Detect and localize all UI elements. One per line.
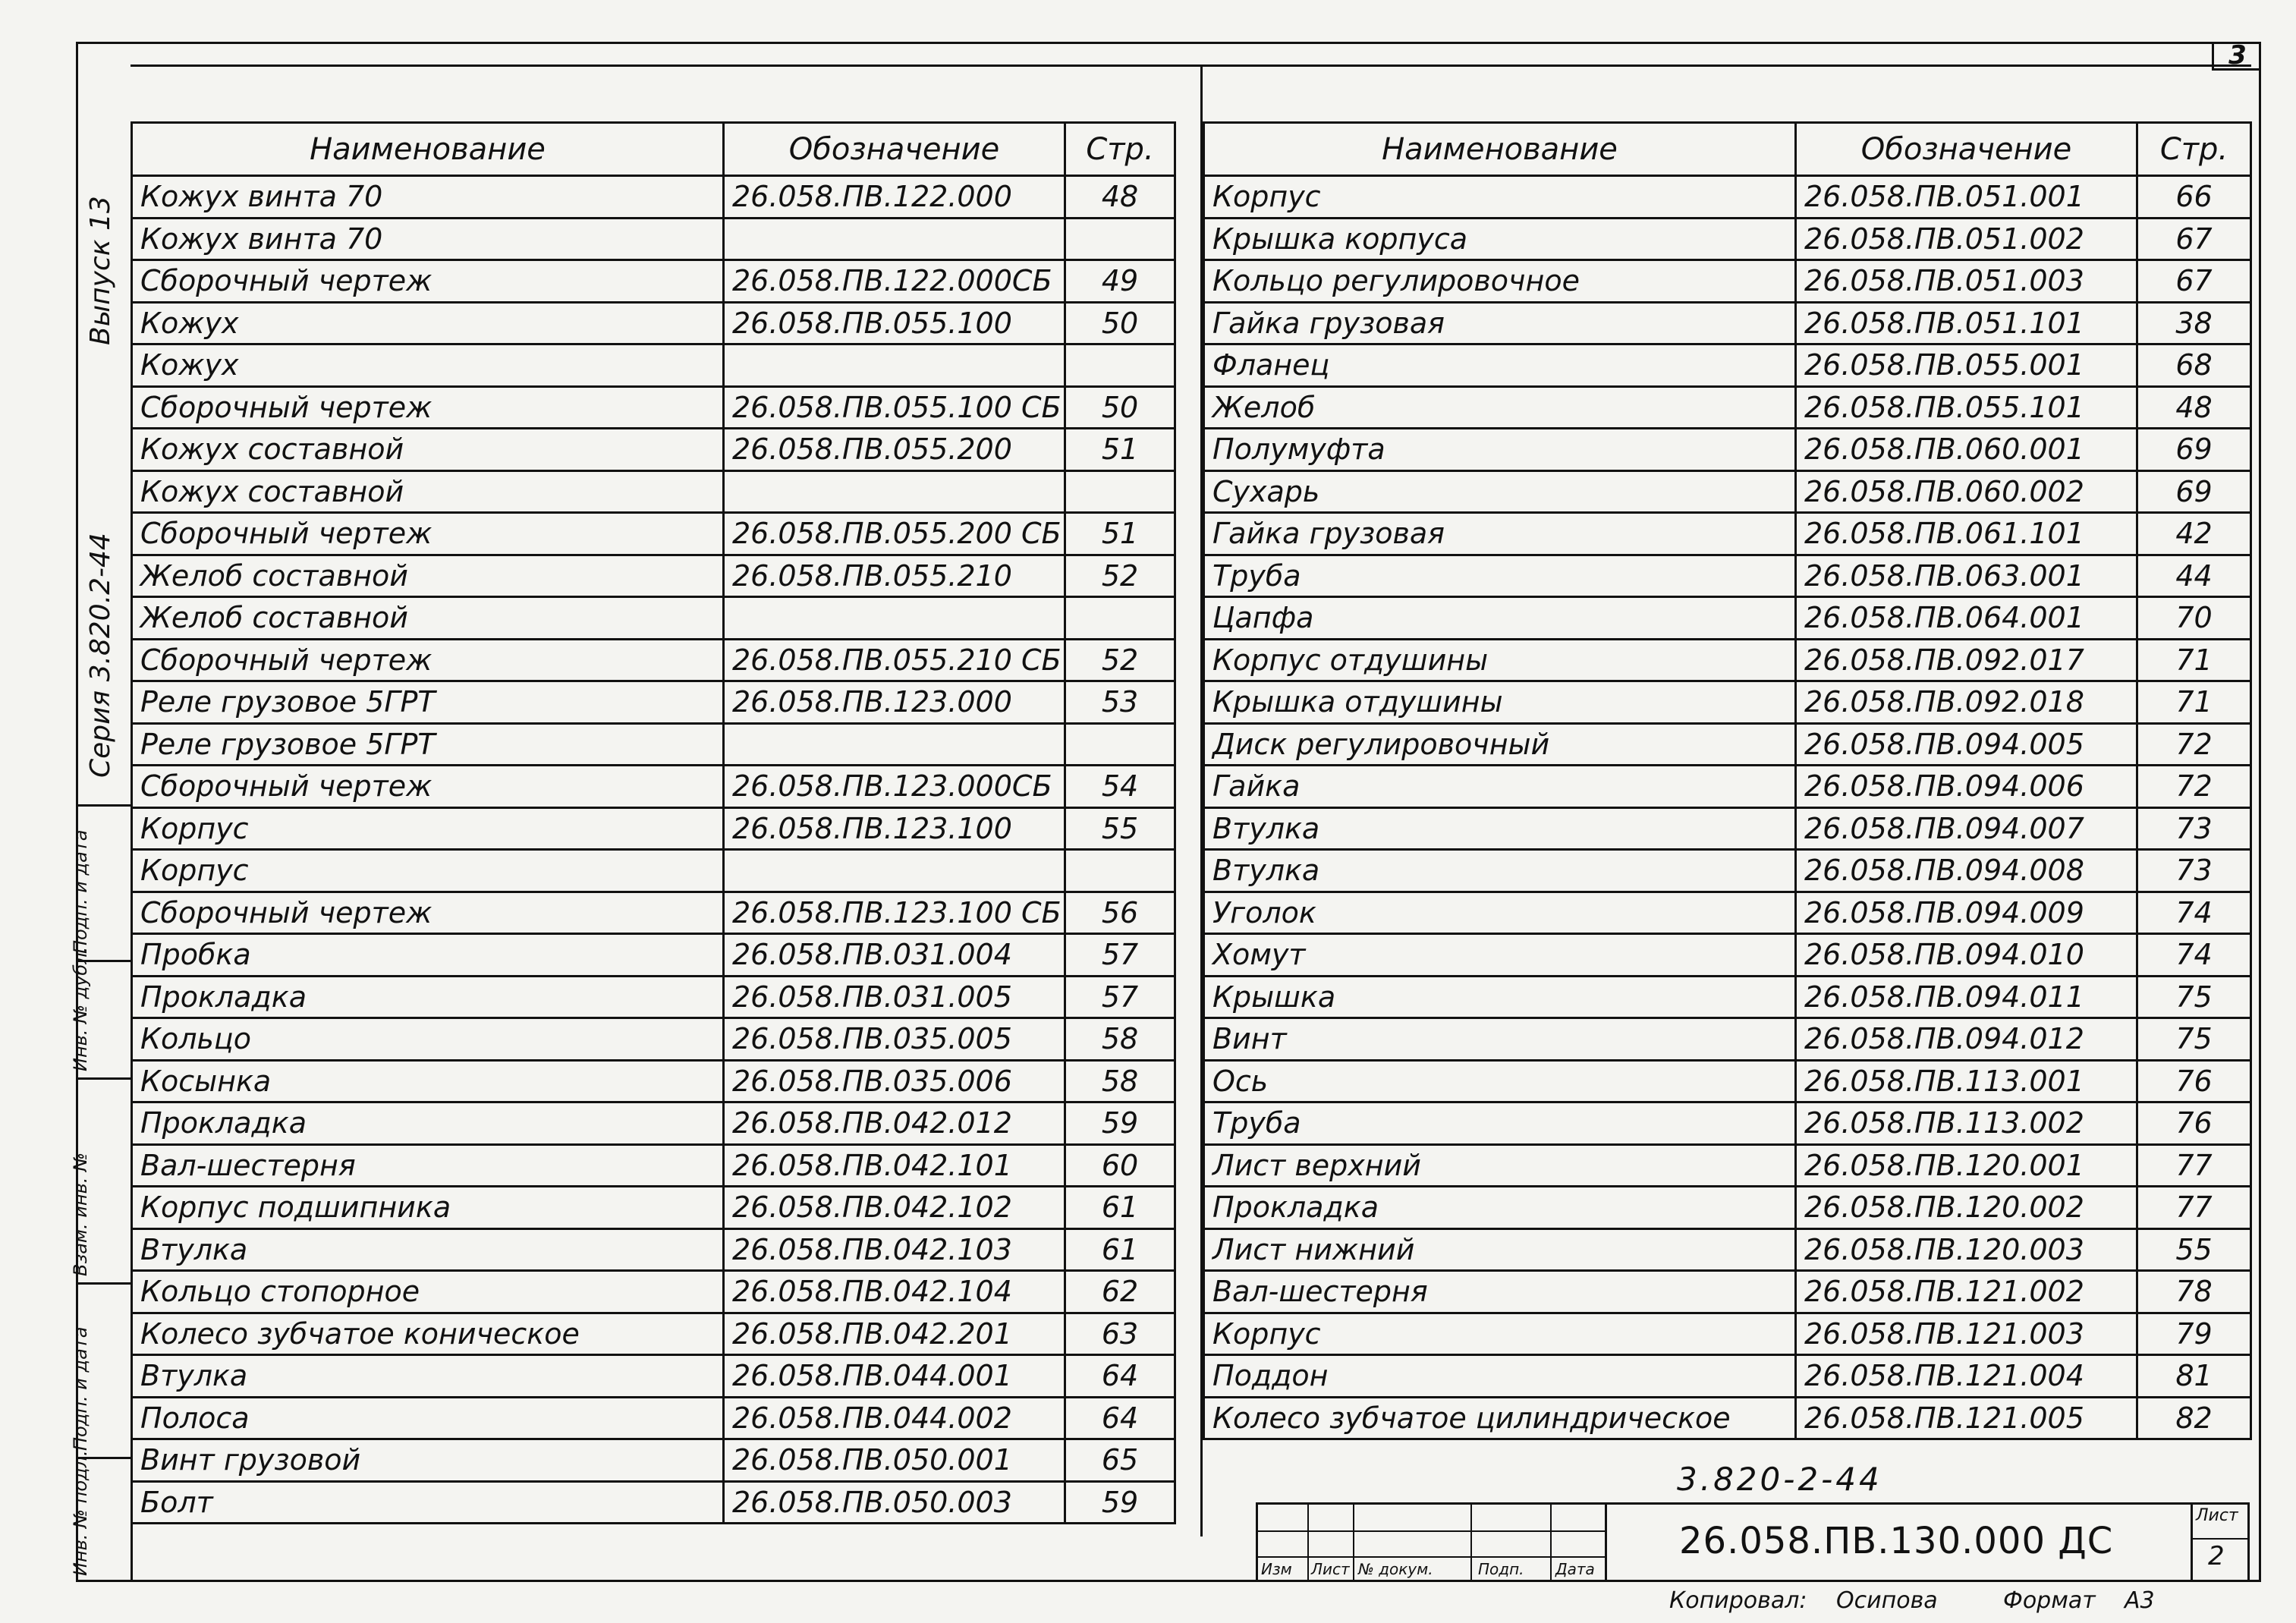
cell-page: 64	[1065, 1397, 1175, 1439]
cell-page: 53	[1065, 681, 1175, 724]
cell-name: Крышка	[1204, 976, 1796, 1018]
cell-designation: 26.058.ПВ.123.100	[724, 807, 1065, 850]
header-page: Стр.	[1065, 123, 1175, 176]
cell-page: 77	[2137, 1144, 2251, 1187]
cell-name: Кожух винта 70	[132, 176, 724, 219]
cell-page: 58	[1065, 1018, 1175, 1061]
table-row	[1204, 470, 2251, 513]
cell-name: Корпус	[1204, 1313, 1796, 1355]
cell-designation: 26.058.ПВ.035.005	[724, 1018, 1065, 1061]
cell-name: Сборочный чертеж	[132, 766, 724, 808]
table-row	[1204, 218, 2251, 260]
left-spec-table	[131, 121, 1176, 1524]
cell-name: Кольцо регулировочное	[1204, 260, 1796, 303]
cell-page: 57	[1065, 934, 1175, 977]
cell-page: 55	[2137, 1228, 2251, 1271]
series-label: Серия 3.820.2-44	[85, 533, 116, 778]
cell-name: Кожух	[132, 302, 724, 344]
right-table-body	[1204, 176, 2251, 1439]
table-row	[1204, 1271, 2251, 1313]
table-row	[1204, 386, 2251, 429]
cell-page: 51	[1065, 513, 1175, 555]
cell-page	[1065, 723, 1175, 766]
cell-designation: 26.058.ПВ.123.000СБ	[724, 766, 1065, 808]
cell-page: 74	[2137, 892, 2251, 934]
cell-designation: 26.058.ПВ.094.011	[1796, 976, 2137, 1018]
table-row	[1204, 681, 2251, 724]
cell-name: Корпус	[132, 850, 724, 892]
cell-name: Реле грузовое 5ГРТ	[132, 681, 724, 724]
cell-designation: 26.058.ПВ.044.002	[724, 1397, 1065, 1439]
format-value: А3	[2125, 1587, 2155, 1614]
left-table-body	[132, 176, 1175, 1524]
cell-name: Пробка	[132, 934, 724, 977]
cell-name: Желоб составной	[132, 597, 724, 640]
cell-name: Труба	[1204, 1102, 1796, 1145]
cell-page: 62	[1065, 1271, 1175, 1313]
cell-name: Корпус	[1204, 176, 1796, 219]
rev-header: Изм	[1261, 1560, 1292, 1578]
sheet-box	[2191, 1505, 2247, 1580]
cell-page: 73	[2137, 850, 2251, 892]
cell-designation	[724, 723, 1065, 766]
table-row	[132, 1313, 1175, 1355]
cell-name: Винт	[1204, 1018, 1796, 1061]
table-row	[1204, 1228, 2251, 1271]
cell-name: Болт	[132, 1481, 724, 1524]
cell-designation: 26.058.ПВ.092.017	[1796, 639, 2137, 681]
cell-designation: 26.058.ПВ.094.009	[1796, 892, 2137, 934]
cell-page: 73	[2137, 807, 2251, 850]
rev-header: Подп.	[1478, 1560, 1524, 1578]
table-row	[1204, 850, 2251, 892]
table-row	[1204, 1187, 2251, 1229]
cell-name: Крышка отдушины	[1204, 681, 1796, 724]
header-page: Стр.	[2137, 123, 2251, 176]
table-row	[132, 1481, 1175, 1524]
cell-page: 48	[1065, 176, 1175, 219]
table-row	[1204, 555, 2251, 597]
stamp-cell: Инв. № подл.	[70, 1450, 91, 1576]
cell-page	[1065, 218, 1175, 260]
cell-designation: 26.058.ПВ.122.000	[724, 176, 1065, 219]
rev-header: № докум.	[1358, 1560, 1433, 1578]
cell-name: Сборочный чертеж	[132, 892, 724, 934]
cell-designation: 26.058.ПВ.055.001	[1796, 344, 2137, 387]
cell-designation: 26.058.ПВ.064.001	[1796, 597, 2137, 640]
stamp-cell: Взам. инв. №	[76, 1080, 131, 1285]
cell-page: 66	[2137, 176, 2251, 219]
cell-designation: 26.058.ПВ.050.003	[724, 1481, 1065, 1524]
cell-page: 81	[2137, 1355, 2251, 1398]
table-row	[132, 892, 1175, 934]
cell-designation	[724, 218, 1065, 260]
cell-name: Сборочный чертеж	[132, 260, 724, 303]
cell-name: Прокладка	[132, 1102, 724, 1145]
cell-page: 71	[2137, 681, 2251, 724]
cell-page: 59	[1065, 1102, 1175, 1145]
cell-name: Кожух	[132, 344, 724, 387]
cell-name: Лист нижний	[1204, 1228, 1796, 1271]
cell-designation: 26.058.ПВ.120.002	[1796, 1187, 2137, 1229]
cell-name: Диск регулировочный	[1204, 723, 1796, 766]
cell-designation: 26.058.ПВ.051.003	[1796, 260, 2137, 303]
table-row	[1204, 807, 2251, 850]
title-block	[1256, 1502, 2250, 1582]
cell-name: Сухарь	[1204, 470, 1796, 513]
cell-page: 49	[1065, 260, 1175, 303]
table-row	[132, 1102, 1175, 1145]
cell-designation: 26.058.ПВ.094.008	[1796, 850, 2137, 892]
stamp-cell: Инв. № дубл.	[76, 962, 131, 1080]
table-row	[132, 470, 1175, 513]
cell-designation: 26.058.ПВ.055.100 СБ	[724, 386, 1065, 429]
cell-name: Винт грузовой	[132, 1439, 724, 1482]
table-row	[132, 766, 1175, 808]
cell-designation: 26.058.ПВ.120.003	[1796, 1228, 2137, 1271]
table-row	[132, 1355, 1175, 1398]
cell-page: 61	[1065, 1228, 1175, 1271]
table-row	[132, 1060, 1175, 1102]
cell-page: 44	[2137, 555, 2251, 597]
revision-headers	[1258, 1554, 1607, 1580]
cell-name: Сборочный чертеж	[132, 639, 724, 681]
cell-page: 50	[1065, 302, 1175, 344]
table-row	[132, 176, 1175, 219]
cell-designation: 26.058.ПВ.061.101	[1796, 513, 2137, 555]
cell-page	[1065, 470, 1175, 513]
header-name: Наименование	[1204, 123, 1796, 176]
cell-name: Втулка	[132, 1355, 724, 1398]
cell-designation: 26.058.ПВ.055.210	[724, 555, 1065, 597]
cell-name: Уголок	[1204, 892, 1796, 934]
right-spec-table	[1203, 121, 2252, 1440]
table-header-row	[132, 123, 1175, 176]
header-designation: Обозначение	[724, 123, 1065, 176]
cell-page: 69	[2137, 429, 2251, 471]
header-name: Наименование	[132, 123, 724, 176]
table-row	[1204, 1355, 2251, 1398]
table-row	[1204, 1144, 2251, 1187]
cell-page: 68	[2137, 344, 2251, 387]
cell-name: Реле грузовое 5ГРТ	[132, 723, 724, 766]
cell-designation: 26.058.ПВ.042.201	[724, 1313, 1065, 1355]
table-row	[132, 850, 1175, 892]
cell-name: Хомут	[1204, 934, 1796, 977]
cell-designation	[724, 470, 1065, 513]
cell-page: 64	[1065, 1355, 1175, 1398]
cell-name: Полоса	[132, 1397, 724, 1439]
cell-page: 70	[2137, 597, 2251, 640]
cell-page: 51	[1065, 429, 1175, 471]
cell-name: Сборочный чертеж	[132, 386, 724, 429]
cell-designation: 26.058.ПВ.060.002	[1796, 470, 2137, 513]
cell-name: Вал-шестерня	[132, 1144, 724, 1187]
table-row	[132, 1187, 1175, 1229]
cell-page: 52	[1065, 555, 1175, 597]
table-row	[1204, 176, 2251, 219]
cell-designation: 26.058.ПВ.123.000	[724, 681, 1065, 724]
series-code: 3.820-2-44	[1677, 1461, 1882, 1498]
cell-page	[1065, 850, 1175, 892]
cell-name: Втулка	[1204, 850, 1796, 892]
table-row	[1204, 1060, 2251, 1102]
rev-header: Лист	[1311, 1560, 1350, 1578]
cell-designation: 26.058.ПВ.042.102	[724, 1187, 1065, 1229]
table-row	[1204, 934, 2251, 977]
cell-name: Корпус подшипника	[132, 1187, 724, 1229]
cell-name: Прокладка	[1204, 1187, 1796, 1229]
cell-designation	[724, 344, 1065, 387]
table-row	[1204, 429, 2251, 471]
cell-name: Фланец	[1204, 344, 1796, 387]
top-rule	[131, 64, 2251, 67]
cell-name: Вал-шестерня	[1204, 1271, 1796, 1313]
table-row	[1204, 1018, 2251, 1061]
cell-name: Гайка	[1204, 766, 1796, 808]
cell-name: Кожух составной	[132, 470, 724, 513]
cell-page: 38	[2137, 302, 2251, 344]
copied-by: Осипова	[1836, 1587, 1938, 1614]
cell-name: Поддон	[1204, 1355, 1796, 1398]
cell-designation: 26.058.ПВ.044.001	[724, 1355, 1065, 1398]
cell-designation: 26.058.ПВ.051.002	[1796, 218, 2137, 260]
table-row	[1204, 1313, 2251, 1355]
cell-name: Лист верхний	[1204, 1144, 1796, 1187]
table-row	[1204, 766, 2251, 808]
table-row	[132, 429, 1175, 471]
table-row	[1204, 513, 2251, 555]
cell-name: Корпус отдушины	[1204, 639, 1796, 681]
cell-designation	[724, 597, 1065, 640]
cell-name: Крышка корпуса	[1204, 218, 1796, 260]
cell-page: 78	[2137, 1271, 2251, 1313]
cell-designation: 26.058.ПВ.092.018	[1796, 681, 2137, 724]
cell-designation: 26.058.ПВ.031.004	[724, 934, 1065, 977]
cell-name: Кожух составной	[132, 429, 724, 471]
cell-designation: 26.058.ПВ.122.000СБ	[724, 260, 1065, 303]
table-row	[1204, 976, 2251, 1018]
header-designation: Обозначение	[1796, 123, 2137, 176]
cell-name: Кольцо стопорное	[132, 1271, 724, 1313]
cell-designation: 26.058.ПВ.055.200	[724, 429, 1065, 471]
cell-page: 42	[2137, 513, 2251, 555]
table-row	[1204, 597, 2251, 640]
cell-name: Корпус	[132, 807, 724, 850]
cell-page: 61	[1065, 1187, 1175, 1229]
cell-page: 48	[2137, 386, 2251, 429]
table-row	[1204, 892, 2251, 934]
cell-designation: 26.058.ПВ.094.012	[1796, 1018, 2137, 1061]
table-row	[132, 386, 1175, 429]
cell-name: Колесо зубчатое коническое	[132, 1313, 724, 1355]
cell-page: 72	[2137, 723, 2251, 766]
issue-label: Выпуск 13	[85, 196, 116, 345]
cell-page	[1065, 597, 1175, 640]
cell-designation: 26.058.ПВ.042.103	[724, 1228, 1065, 1271]
table-row	[1204, 1397, 2251, 1439]
table-row	[132, 344, 1175, 387]
cell-page	[1065, 344, 1175, 387]
cell-name: Колесо зубчатое цилиндрическое	[1204, 1397, 1796, 1439]
cell-page: 59	[1065, 1481, 1175, 1524]
cell-designation: 26.058.ПВ.051.001	[1796, 176, 2137, 219]
cell-designation: 26.058.ПВ.063.001	[1796, 555, 2137, 597]
table-row	[132, 1439, 1175, 1482]
cell-page: 58	[1065, 1060, 1175, 1102]
cell-designation: 26.058.ПВ.121.002	[1796, 1271, 2137, 1313]
cell-name: Гайка грузовая	[1204, 302, 1796, 344]
approval-stamp	[70, 804, 133, 1582]
cell-page: 55	[1065, 807, 1175, 850]
cell-page: 77	[2137, 1187, 2251, 1229]
cell-page: 75	[2137, 976, 2251, 1018]
cell-name: Косынка	[132, 1060, 724, 1102]
cell-name: Ось	[1204, 1060, 1796, 1102]
cell-designation: 26.058.ПВ.094.007	[1796, 807, 2137, 850]
cell-page: 74	[2137, 934, 2251, 977]
cell-name: Труба	[1204, 555, 1796, 597]
cell-designation: 26.058.ПВ.055.100	[724, 302, 1065, 344]
cell-name: Кольцо	[132, 1018, 724, 1061]
table-row	[132, 597, 1175, 640]
cell-name: Сборочный чертеж	[132, 513, 724, 555]
cell-page: 50	[1065, 386, 1175, 429]
cell-designation: 26.058.ПВ.121.003	[1796, 1313, 2137, 1355]
cell-designation: 26.058.ПВ.060.001	[1796, 429, 2137, 471]
cell-name: Втулка	[1204, 807, 1796, 850]
cell-page: 63	[1065, 1313, 1175, 1355]
table-row	[132, 218, 1175, 260]
table-row	[1204, 1102, 2251, 1145]
cell-designation	[724, 850, 1065, 892]
table-row	[1204, 723, 2251, 766]
cell-designation: 26.058.ПВ.042.012	[724, 1102, 1065, 1145]
format-label: Формат	[2003, 1587, 2096, 1614]
cell-page: 82	[2137, 1397, 2251, 1439]
cell-page: 67	[2137, 260, 2251, 303]
cell-designation: 26.058.ПВ.121.005	[1796, 1397, 2137, 1439]
cell-designation: 26.058.ПВ.031.005	[724, 976, 1065, 1018]
cell-designation: 26.058.ПВ.050.001	[724, 1439, 1065, 1482]
cell-designation: 26.058.ПВ.120.001	[1796, 1144, 2137, 1187]
cell-designation: 26.058.ПВ.055.200 СБ	[724, 513, 1065, 555]
table-row	[132, 260, 1175, 303]
cell-designation: 26.058.ПВ.042.101	[724, 1144, 1065, 1187]
cell-page: 60	[1065, 1144, 1175, 1187]
table-row	[132, 302, 1175, 344]
cell-page: 76	[2137, 1060, 2251, 1102]
cell-designation: 26.058.ПВ.051.101	[1796, 302, 2137, 344]
table-row	[132, 1228, 1175, 1271]
cell-designation: 26.058.ПВ.055.210 СБ	[724, 639, 1065, 681]
cell-designation: 26.058.ПВ.113.002	[1796, 1102, 2137, 1145]
cell-page: 76	[2137, 1102, 2251, 1145]
cell-designation: 26.058.ПВ.042.104	[724, 1271, 1065, 1313]
cell-page: 67	[2137, 218, 2251, 260]
cell-page: 52	[1065, 639, 1175, 681]
cell-designation: 26.058.ПВ.123.100 СБ	[724, 892, 1065, 934]
cell-page: 79	[2137, 1313, 2251, 1355]
table-row	[1204, 344, 2251, 387]
cell-name: Кожух винта 70	[132, 218, 724, 260]
table-row	[1204, 260, 2251, 303]
cell-page: 69	[2137, 470, 2251, 513]
table-row	[132, 513, 1175, 555]
cell-designation: 26.058.ПВ.094.010	[1796, 934, 2137, 977]
cell-page: 75	[2137, 1018, 2251, 1061]
cell-name: Гайка грузовая	[1204, 513, 1796, 555]
cell-designation: 26.058.ПВ.113.001	[1796, 1060, 2137, 1102]
table-header-row	[1204, 123, 2251, 176]
table-row	[1204, 302, 2251, 344]
stamp-cell: Подп. и дата	[76, 807, 131, 962]
table-row	[132, 1271, 1175, 1313]
cell-page: 57	[1065, 976, 1175, 1018]
table-row	[132, 934, 1175, 977]
table-row	[132, 1144, 1175, 1187]
rev-header: Дата	[1555, 1560, 1595, 1578]
cell-name: Желоб составной	[132, 555, 724, 597]
sheet-number: 2	[2208, 1541, 2225, 1571]
table-row	[132, 807, 1175, 850]
cell-page: 54	[1065, 766, 1175, 808]
table-row	[132, 639, 1175, 681]
cell-page: 56	[1065, 892, 1175, 934]
table-row	[132, 1397, 1175, 1439]
cell-designation: 26.058.ПВ.035.006	[724, 1060, 1065, 1102]
cell-name: Полумуфта	[1204, 429, 1796, 471]
revision-grid	[1258, 1505, 1607, 1580]
cell-name: Втулка	[132, 1228, 724, 1271]
cell-name: Желоб	[1204, 386, 1796, 429]
copied-label: Копировал:	[1669, 1587, 1807, 1614]
page-number: 3	[2212, 42, 2261, 71]
table-row	[1204, 639, 2251, 681]
table-row	[132, 681, 1175, 724]
table-row	[132, 555, 1175, 597]
document-code: 26.058.ПВ.130.000 ДС	[1679, 1520, 2114, 1562]
sheet-label: Лист	[2196, 1506, 2238, 1525]
stamp-cell: Подп. и дата	[76, 1285, 131, 1459]
cell-page: 65	[1065, 1439, 1175, 1482]
table-row	[132, 723, 1175, 766]
cell-page: 72	[2137, 766, 2251, 808]
table-row	[132, 1018, 1175, 1061]
cell-name: Цапфа	[1204, 597, 1796, 640]
cell-page: 71	[2137, 639, 2251, 681]
cell-designation: 26.058.ПВ.094.005	[1796, 723, 2137, 766]
table-row	[132, 976, 1175, 1018]
cell-name: Прокладка	[132, 976, 724, 1018]
cell-designation: 26.058.ПВ.094.006	[1796, 766, 2137, 808]
cell-designation: 26.058.ПВ.055.101	[1796, 386, 2137, 429]
cell-designation: 26.058.ПВ.121.004	[1796, 1355, 2137, 1398]
